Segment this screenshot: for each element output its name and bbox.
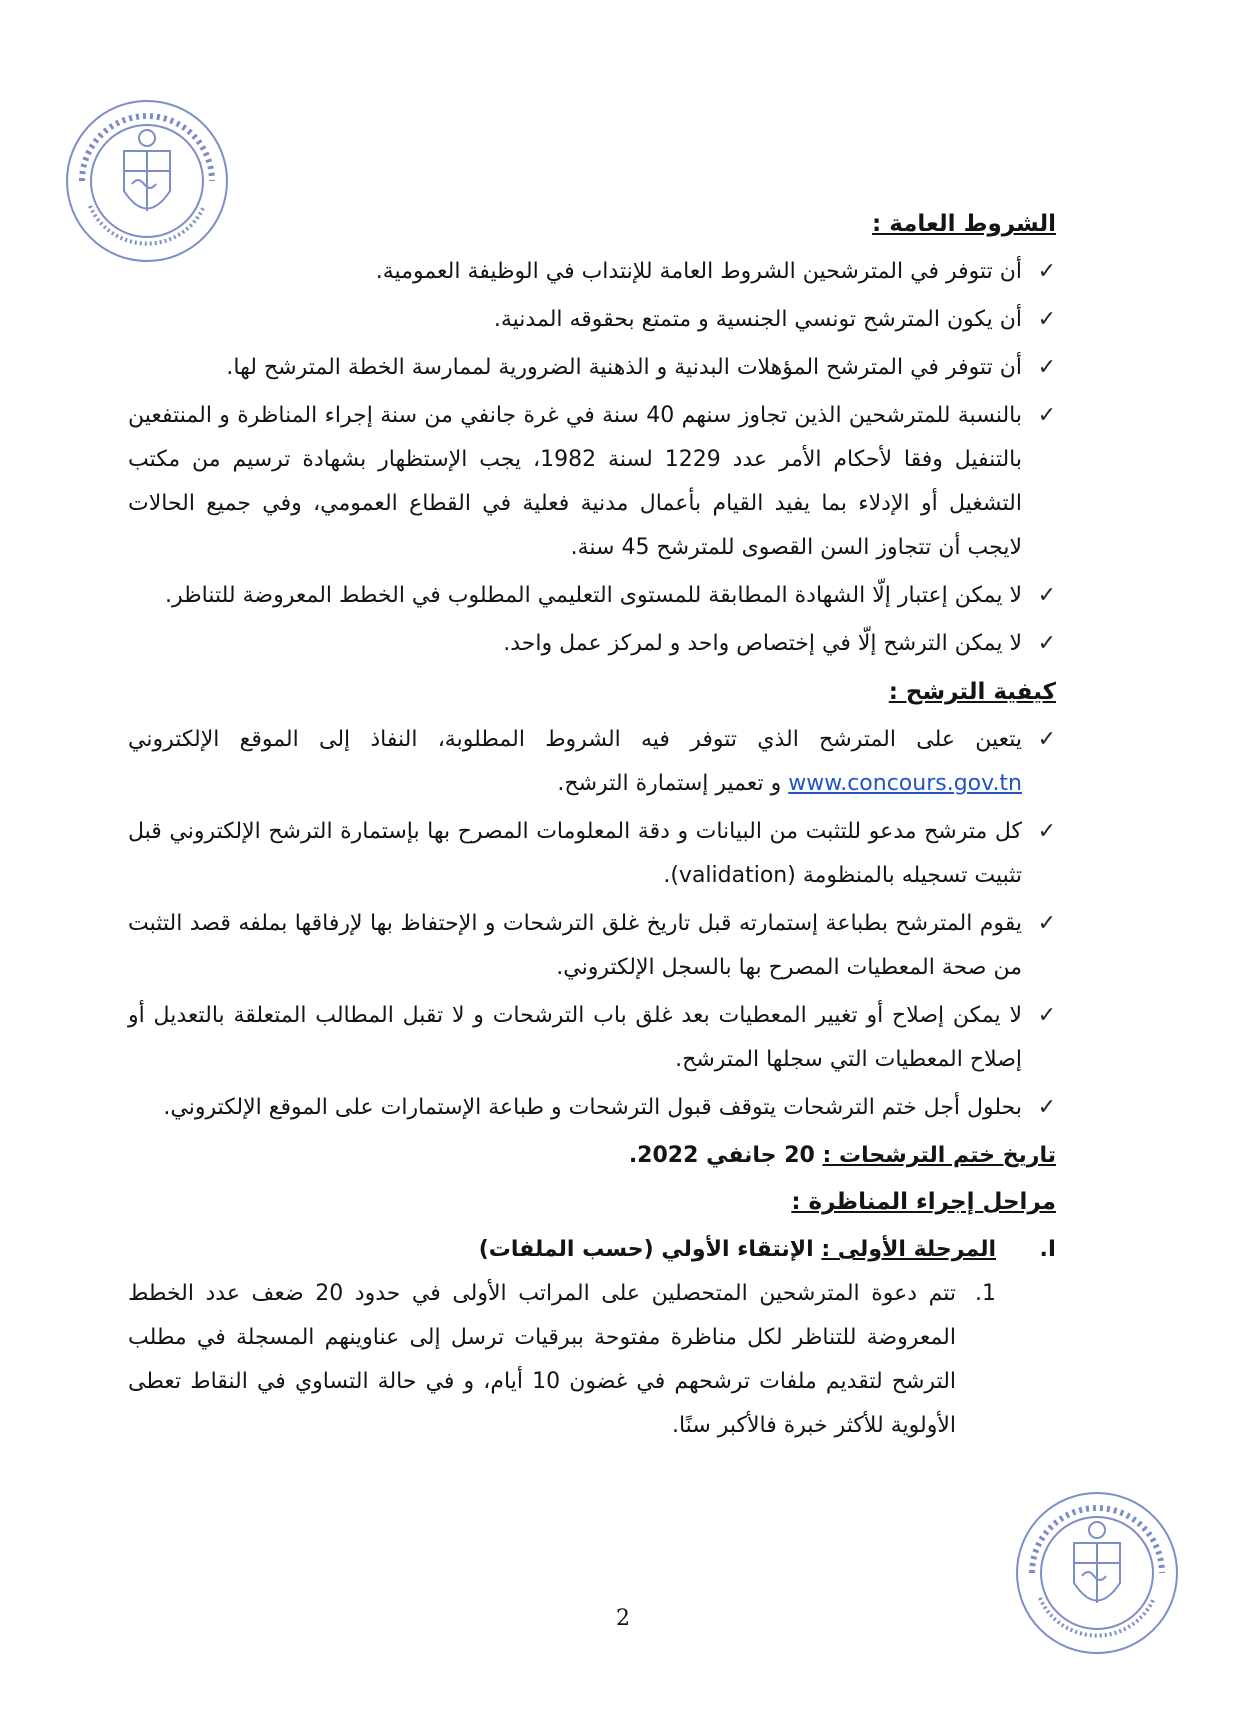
application-item bbox=[128, 718, 1056, 806]
phase-step bbox=[128, 1272, 996, 1448]
checkmark-icon: ✓ bbox=[1037, 307, 1056, 332]
checkmark-icon: ✓ bbox=[1037, 403, 1056, 428]
checkmark-icon: ✓ bbox=[1037, 583, 1056, 608]
checkmark-icon: ✓ bbox=[1037, 727, 1056, 752]
checkmark-icon: ✓ bbox=[1037, 355, 1056, 380]
deadline-line bbox=[128, 1134, 1056, 1178]
checkmark-icon: ✓ bbox=[1037, 911, 1056, 936]
condition-item bbox=[128, 394, 1056, 570]
phase-name: الإنتقاء الأولي (حسب الملفات) bbox=[478, 1237, 814, 1262]
application-item bbox=[128, 1086, 1056, 1130]
condition-item bbox=[128, 622, 1056, 666]
condition-item bbox=[128, 298, 1056, 342]
condition-text: أن يكون المترشح تونسي الجنسية و متمتع بحقوقه المدنية. bbox=[493, 307, 1022, 332]
condition-item bbox=[128, 346, 1056, 390]
phase-number: I. bbox=[1039, 1237, 1056, 1262]
application-text: كل مترشح مدعو للتثبت من البيانات و دقة المعلومات المصرح بها بإستمارة الترشح الإلكتروني قبل تثبيت تسجيله بالمنظومة (validation). bbox=[128, 819, 1022, 888]
phase-title bbox=[479, 1228, 996, 1272]
checkmark-icon: ✓ bbox=[1037, 1003, 1056, 1028]
deadline-label: تاريخ ختم الترشحات : bbox=[822, 1143, 1056, 1168]
checkmark-icon: ✓ bbox=[1037, 631, 1056, 656]
step-text: تتم دعوة المترشحين المتحصلين على المراتب الأولى في حدود 20 ضعف عدد الخطط المعروضة للتناظر لكل مناظرة مفتوحة ببرقيات ترسل إلى عناوينهم المسجلة في مطلب الترشح لتقديم ملفات ترشحهم في غضون 10 أيام، و في حالة التساوي في النقاط تعطى الأولوية للأكثر خبرة فالأكبر سنًا. bbox=[128, 1281, 957, 1438]
application-text-part: و تعمير إستمارة الترشح. bbox=[557, 771, 782, 796]
application-text-part: يتعين على المترشح الذي تتوفر فيه الشروط المطلوبة، النفاذ إلى الموقع الإلكتروني bbox=[128, 727, 1022, 752]
page-number: 2 bbox=[616, 1606, 630, 1631]
application-item bbox=[128, 994, 1056, 1082]
step-number: 1. bbox=[975, 1281, 996, 1306]
application-text bbox=[128, 718, 1022, 806]
application-text: بحلول أجل ختم الترشحات يتوقف قبول الترشحات و طباعة الإستمارات على الموقع الإلكتروني. bbox=[163, 1095, 1022, 1120]
checkmark-icon: ✓ bbox=[1037, 259, 1056, 284]
application-item bbox=[128, 810, 1056, 898]
phase-one bbox=[128, 1228, 1056, 1272]
condition-text: أن تتوفر في المترشح المؤهلات البدنية و الذهنية الضرورية لممارسة الخطة المترشح لها. bbox=[226, 355, 1022, 380]
condition-text: لا يمكن الترشح إلّا في إختصاص واحد و لمركز عمل واحد. bbox=[503, 631, 1022, 656]
checkmark-icon: ✓ bbox=[1037, 1095, 1056, 1120]
checkmark-icon: ✓ bbox=[1037, 819, 1056, 844]
stages-heading: مراحل إجراء المناظرة : bbox=[791, 1189, 1056, 1215]
application-method-heading: كيفية الترشح : bbox=[888, 679, 1056, 705]
concours-website-link[interactable]: www.concours.gov.tn bbox=[788, 771, 1022, 796]
condition-item bbox=[128, 250, 1056, 294]
phase-label: المرحلة الأولى : bbox=[821, 1237, 996, 1262]
condition-item bbox=[128, 574, 1056, 618]
condition-text: لا يمكن إعتبار إلّا الشهادة المطابقة للمستوى التعليمي المطلوب في الخطط المعروضة للتناظر. bbox=[165, 583, 1022, 608]
application-item bbox=[128, 902, 1056, 990]
document-body bbox=[128, 200, 1056, 1448]
official-stamp-bottom bbox=[1012, 1488, 1182, 1658]
application-text: لا يمكن إصلاح أو تغيير المعطيات بعد غلق باب الترشحات و لا تقبل المطالب المتعلقة بالتعديل أو إصلاح المعطيات التي سجلها المترشح. bbox=[128, 1003, 1022, 1072]
condition-text: أن تتوفر في المترشحين الشروط العامة للإنتداب في الوظيفة العمومية. bbox=[375, 259, 1022, 284]
general-conditions-heading: الشروط العامة : bbox=[872, 211, 1056, 237]
condition-text: بالنسبة للمترشحين الذين تجاوز سنهم 40 سنة في غرة جانفي من سنة إجراء المناظرة و المنتفعين بالتنفيل وفقا لأحكام الأمر عدد 1229 لسنة 1982، يجب الإستظهار بشهادة ترسيم من مكتب التشغيل أو الإدلاء بما يفيد القيام بأعمال مدنية فعلية في القطاع العمومي، وفي جميع الحالات لايجب أن تتجاوز السن القصوى للمترشح 45 سنة. bbox=[128, 403, 1022, 560]
deadline-value: 20 جانفي 2022. bbox=[628, 1143, 815, 1168]
stamp-seal-icon bbox=[1012, 1488, 1182, 1658]
application-text: يقوم المترشح بطباعة إستمارته قبل تاريخ غلق الترشحات و الإحتفاظ بها لإرفاقها بملفه قصد التثبت من صحة المعطيات المصرح بها بالسجل الإلكتروني. bbox=[128, 911, 1022, 980]
